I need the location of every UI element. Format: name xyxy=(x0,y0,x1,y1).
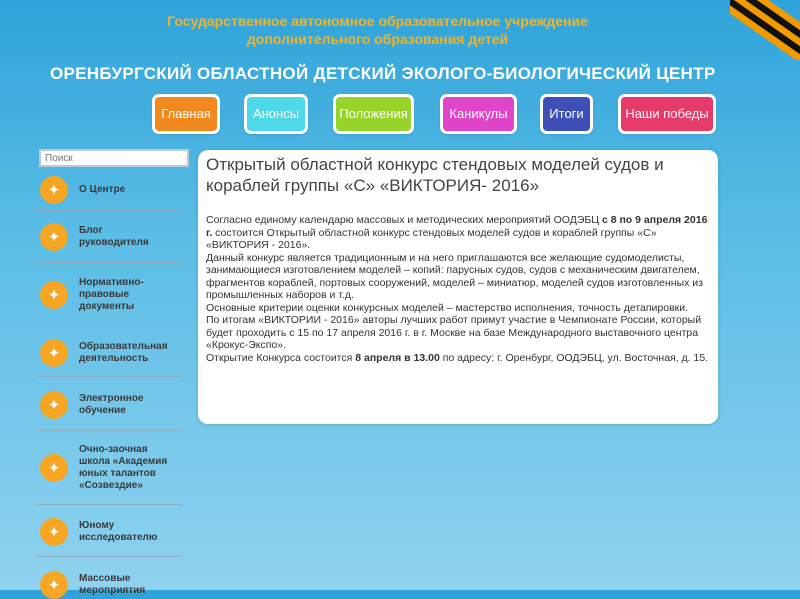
sidebar-item-blog[interactable] xyxy=(36,223,184,251)
org-line1: Государственное автономное образовательное учреждение xyxy=(167,13,588,29)
divider xyxy=(36,210,182,211)
divider xyxy=(36,325,182,326)
site-title: ОРЕНБУРГСКИЙ ОБЛАСТНОЙ ДЕТСКИЙ ЭКОЛОГО-БИОЛОГИЧЕСКИЙ ЦЕНТР xyxy=(50,64,716,83)
text: Открытие Конкурса состоится xyxy=(206,351,356,364)
butterfly-icon: ✦ xyxy=(40,281,68,309)
divider xyxy=(36,504,182,505)
nav-victories[interactable]: Наши победы xyxy=(621,97,713,131)
divider xyxy=(36,376,182,377)
sidebar-item-label: О Центре xyxy=(79,184,126,195)
sidebar-item-education[interactable] xyxy=(36,339,184,367)
sidebar-item-label: Очно-заочная школа «Академия юных талантов «Созвездие» xyxy=(79,444,168,491)
sidebar-item-about[interactable] xyxy=(36,176,184,204)
sidebar-item-label: Образовательная деятельность xyxy=(79,341,168,364)
butterfly-icon: ✦ xyxy=(40,571,68,599)
article-paragraph: Основные критерии оценки конкурсных моделей – мастерство исполнения, точность детапировки. xyxy=(206,301,689,314)
article-title: Открытый областной конкурс стендовых моделей судов и кораблей группы «С» «ВИКТОРИЯ- 2016» xyxy=(206,155,664,195)
article-paragraph: По итогам «ВИКТОРИИ - 2016» авторы лучших работ примут участие в Чемпионате России, который будет проходить с 15 по 17 апреля 2016 г. в г. Москве на базе Международного выставочного центра «Крокус-Экспо». xyxy=(206,314,702,351)
nav-home[interactable]: Главная xyxy=(155,97,217,131)
nav-regulations[interactable]: Положения xyxy=(336,97,411,131)
article-panel xyxy=(198,150,718,424)
butterfly-icon: ✦ xyxy=(40,391,68,419)
sidebar-item-label: Электронное обучение xyxy=(79,393,144,416)
sidebar-item-elearning[interactable] xyxy=(36,391,184,419)
nav-announcements[interactable]: Анонсы xyxy=(247,97,305,131)
article-paragraph: Данный конкурс является традиционным и на него приглашаются все желающие судомоделисты, занимающиеся изготовлением моделей – копий: парусных судов, судов с механическим двигателем, фрагментов кораблей, портовых сооружений, моделей – миниатюр, моделей судов изготовленных из промышленных наборов и т.д. xyxy=(206,251,703,301)
sidebar-item-academy[interactable] xyxy=(36,444,184,492)
divider xyxy=(36,262,182,263)
butterfly-icon: ✦ xyxy=(40,176,68,204)
text: состоится Открытый областной конкурс стендовых моделей судов и кораблей группы «С» «ВИКТОРИЯ - 2016». xyxy=(206,226,657,251)
article-paragraph xyxy=(206,352,710,365)
butterfly-icon: ✦ xyxy=(40,454,68,482)
date-highlight: с 8 по 9 апреля 2016 г. xyxy=(206,214,708,239)
text: по адресу: г. Оренбург, ООДЭБЦ, ул. Восточная, д. 15. xyxy=(439,351,709,364)
nav-holidays[interactable]: Каникулы xyxy=(443,97,514,131)
sidebar-item-label: Нормативно-правовые документы xyxy=(79,277,144,312)
time-highlight: 8 апреля в 13.00 xyxy=(355,351,440,364)
article-body xyxy=(198,196,718,364)
butterfly-icon: ✦ xyxy=(40,223,68,251)
org-subtitle xyxy=(0,12,755,48)
text: Согласно единому календарю массовых и методических мероприятий ООДЭБЦ xyxy=(206,214,602,226)
nav-results[interactable]: Итоги xyxy=(543,97,590,131)
sidebar-item-events[interactable] xyxy=(36,571,184,599)
sidebar-item-researcher[interactable] xyxy=(36,518,184,546)
sidebar-item-label: Массовые мероприятия xyxy=(79,573,146,596)
divider xyxy=(36,430,182,431)
butterfly-icon: ✦ xyxy=(40,518,68,546)
org-line2: дополнительного образования детей xyxy=(246,31,509,47)
article-paragraph xyxy=(206,214,710,252)
search-input[interactable] xyxy=(39,149,189,167)
sidebar-item-label: Блог руководителя xyxy=(79,225,149,248)
divider xyxy=(36,556,182,557)
butterfly-icon: ✦ xyxy=(40,339,68,367)
sidebar-item-docs[interactable] xyxy=(36,277,184,313)
sidebar-item-label: Юному исследователю xyxy=(79,520,158,543)
